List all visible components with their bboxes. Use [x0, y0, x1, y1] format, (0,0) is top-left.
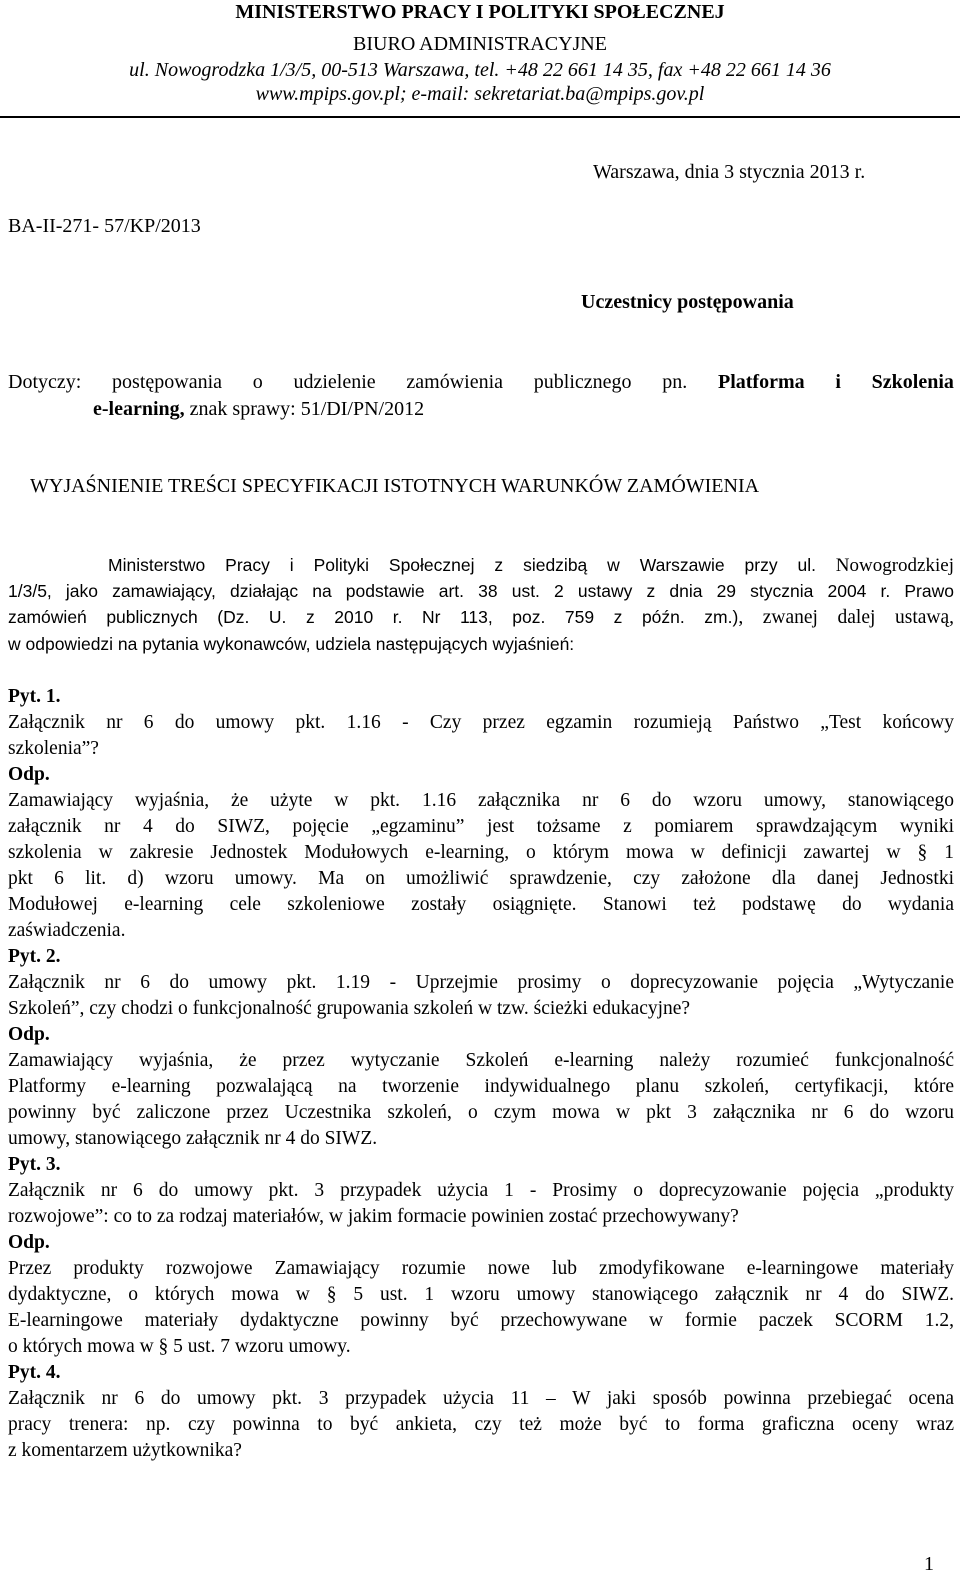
answer-text: powinny być zaliczone przez Uczestnika szkoleń, o czym mowa w pkt 3 załącznika nr 6 do wzoru [8, 1102, 954, 1123]
subject-word: o [252, 371, 263, 393]
intro-line-2: 1/3/5, jako zamawiający, działając na podstawie art. 38 ust. 2 ustawy z dnia 29 stycznia 2004 r. Prawo [8, 581, 954, 601]
answer-text: Przez produkty rozwojowe Zamawiający rozumie nowe lub zmodyfikowane e-learningowe materiały [8, 1258, 954, 1279]
answer-text: zaświadczenia. [8, 920, 126, 941]
intro-line-1 [8, 553, 954, 577]
subject-project-name: e-learning, [93, 398, 185, 420]
addressee: Uczestnicy postępowania [581, 291, 794, 313]
subject-word-bold: i [835, 371, 841, 393]
answer-label: Odp. [8, 764, 50, 785]
intro-street: Nowogrodzkiej [816, 555, 954, 576]
question-text: Załącznik nr 6 do umowy pkt. 1.19 - Uprzejmie prosimy o doprecyzowanie pojęcia „Wytyczanie [8, 972, 954, 993]
subject-line-1 [8, 370, 954, 394]
answer-text: Zamawiający wyjaśnia, że użyte w pkt. 1.16 załącznika nr 6 do wzoru umowy, stanowiącego [8, 790, 954, 811]
answer-label: Odp. [8, 1024, 50, 1045]
subject-word: udzielenie [293, 371, 376, 393]
ministry-name: MINISTERSTWO PRACY I POLITYKI SPOŁECZNEJ [235, 1, 725, 23]
answer-label: Odp. [8, 1232, 50, 1253]
subject-word: postępowania [112, 371, 223, 393]
intro-line-3 [8, 605, 954, 629]
question-text: Załącznik nr 6 do umowy pkt. 3 przypadek użycia 11 – W jaki sposób powinna przebiegać ocena [8, 1388, 954, 1409]
intro-act-name: , zwanej dalej ustawą, [738, 607, 954, 628]
subject-word: zamówienia [406, 371, 504, 393]
answer-text: dydaktyczne, o których mowa w § 5 ust. 1 wzoru umowy stanowiącego załącznik nr 4 do SIWZ. [8, 1284, 954, 1305]
answer-text: Modułowej e-learning cele szkoleniowe zostały osiągnięte. Stanowi też podstawę do wydania [8, 894, 954, 915]
subject-case-number: znak sprawy: 51/DI/PN/2012 [184, 398, 425, 420]
address-line: ul. Nowogrodzka 1/3/5, 00-513 Warszawa, tel. +48 22 661 14 35, fax +48 22 661 14 36 [129, 59, 831, 81]
question-text: Szkoleń”, czy chodzi o funkcjonalność grupowania szkoleń w tzw. ścieżki edukacyjne? [8, 998, 691, 1019]
answer-text: załącznik nr 4 do SIWZ, pojęcie „egzaminu” jest tożsame z pomiarem sprawdzającym wyniki [8, 816, 954, 837]
intro-legal-basis: zamówień publicznych (Dz. U. z 2010 r. Nr 113, poz. 759 z późn. zm.) [8, 607, 739, 627]
answer-text: pkt 6 lit. d) wzoru umowy. Ma on umożliwić sprawdzenie, czy założone dla danej Jednostki [8, 868, 954, 889]
question-text: Załącznik nr 6 do umowy pkt. 1.16 - Czy przez egzamin rozumieją Państwo „Test końcowy [8, 712, 954, 733]
question-label: Pyt. 3. [8, 1154, 61, 1175]
question-label: Pyt. 2. [8, 946, 61, 967]
answer-text: Platformy e-learning pozwalającą na tworzenie indywidualnego planu szkoleń, certyfikacji, które [8, 1076, 954, 1097]
question-text: Załącznik nr 6 do umowy pkt. 3 przypadek użycia 1 - Prosimy o doprecyzowanie pojęcia „produkty [8, 1180, 954, 1201]
answer-text: Zamawiający wyjaśnia, że przez wytyczanie Szkoleń e-learning należy rozumieć funkcjonalność [8, 1050, 954, 1071]
intro-line-4: w odpowiedzi na pytania wykonawców, udziela następujących wyjaśnień: [8, 634, 575, 654]
document-title: WYJAŚNIENIE TREŚCI SPECYFIKACJI ISTOTNYCH WARUNKÓW ZAMÓWIENIA [30, 475, 760, 497]
question-label: Pyt. 4. [8, 1362, 61, 1383]
subject-word: Dotyczy: [8, 371, 82, 393]
subject-line-2 [93, 397, 424, 421]
subject-word: publicznego [533, 371, 632, 393]
intro-sender: Ministerstwo Pracy i Polityki Społecznej z siedzibą w Warszawie przy ul. [108, 555, 816, 575]
answer-text: umowy, stanowiącego załącznik nr 4 do SIWZ. [8, 1128, 378, 1149]
answer-text: o których mowa w § 5 ust. 7 wzoru umowy. [8, 1336, 351, 1357]
question-text: z komentarzem użytkownika? [8, 1440, 242, 1461]
answer-text: E-learningowe materiały dydaktyczne powinny być przechowywane w formie paczek SCORM 1.2, [8, 1310, 954, 1331]
subject-word-bold: Szkolenia [871, 371, 954, 393]
bureau-name: BIURO ADMINISTRACYJNE [353, 33, 607, 55]
page-number: 1 [924, 1553, 934, 1575]
reference-number: BA-II-271- 57/KP/2013 [8, 215, 201, 237]
subject-word: pn. [662, 371, 688, 393]
question-label: Pyt. 1. [8, 686, 61, 707]
answer-text: szkolenia w zakresie Jednostek Modułowych e-learning, o którym mowa w definicji zawartej w § 1 [8, 842, 954, 863]
question-text: szkolenia”? [8, 738, 99, 759]
question-text: rozwojowe”: co to za rodzaj materiałów, w jakim formacie powinien zostać przechowywany? [8, 1206, 739, 1227]
document-date: Warszawa, dnia 3 stycznia 2013 r. [593, 161, 866, 183]
header-rule [0, 116, 960, 118]
web-email-line: www.mpips.gov.pl; e-mail: sekretariat.ba@mpips.gov.pl [255, 83, 705, 105]
question-text: pracy trenera: np. czy powinna to być ankieta, czy też może być to forma graficzna oceny wraz [8, 1414, 954, 1435]
subject-word-bold: Platforma [718, 371, 805, 393]
